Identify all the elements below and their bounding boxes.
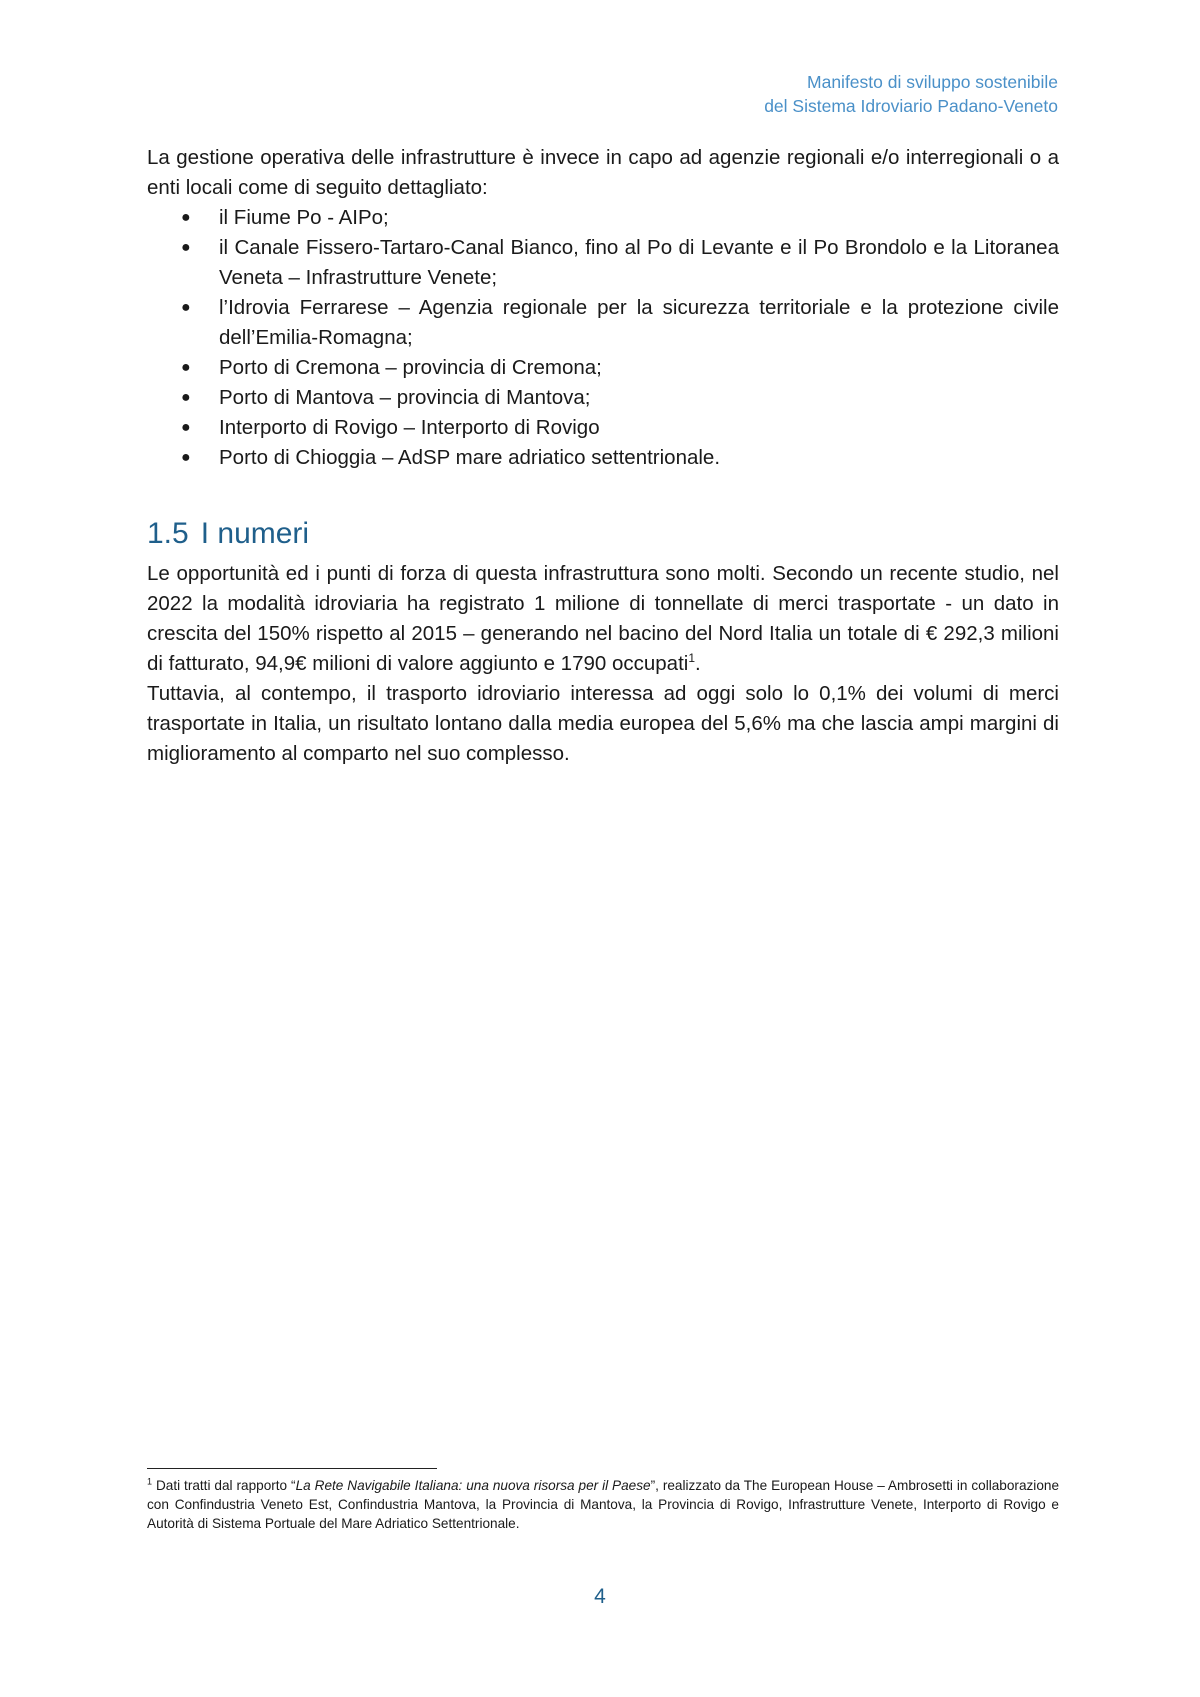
footnote-marker: 1 (147, 1476, 153, 1487)
paragraph-1-end: . (695, 652, 701, 675)
page-number: 4 (594, 1585, 606, 1608)
bullet-icon: ● (181, 389, 191, 406)
footnote-reference[interactable]: 1 (688, 651, 696, 666)
intro-paragraph: La gestione operativa delle infrastrutture è invece in capo ad agenzie regionali e/o interregionali o a enti locali come di seguito dettagliato: (147, 146, 1059, 199)
footnote (147, 1476, 1059, 1533)
list-item (147, 233, 1059, 293)
list-item (147, 383, 1059, 413)
paragraph-1-text: Le opportunità ed i punti di forza di questa infrastruttura sono molti. Secondo un recente studio, nel 2022 la modalità idroviaria ha registrato 1 milione di tonnellate di merci trasportate - un dato in crescita del 150% rispetto al 2015 – generando nel bacino del Nord Italia un totale di € 292,3 milioni di fatturato, 94,9€ milioni di valore aggiunto e 1790 occupati (147, 562, 1059, 675)
footnote-text-after: ”, realizzato da The European House – Ambrosetti in collaborazione con Confindustria Veneto Est, Confindustria Mantova, la Provincia di Mantova, la Provincia di Rovigo, Infrastrutture Venete, Interporto di Rovigo e Autorità di Sistema Portuale del Mare Adriatico Settentrionale. (147, 1478, 1059, 1531)
main-content (147, 143, 1059, 769)
list-item (147, 353, 1059, 383)
list-item-text: Porto di Cremona – provincia di Cremona; (219, 356, 602, 379)
list-item-text: Interporto di Rovigo – Interporto di Rovigo (219, 416, 600, 439)
list-item (147, 443, 1059, 473)
section-title: I numeri (200, 517, 310, 550)
section-heading (147, 513, 1059, 555)
section-paragraph-2: Tuttavia, al contempo, il trasporto idroviario interessa ad oggi solo lo 0,1% dei volumi di merci trasportate in Italia, un risultato lontano dalla media europea del 5,6% ma che lascia ampi margini di miglioramento al comparto nel suo complesso. (147, 682, 1059, 765)
bullet-icon: ● (181, 419, 191, 436)
list-item-text: l’Idrovia Ferrarese – Agenzia regionale per la sicurezza territoriale e la protezione civile dell’Emilia-Romagna; (219, 296, 1059, 349)
section-paragraph-1 (147, 559, 1059, 679)
management-list (147, 203, 1059, 473)
bullet-icon: ● (181, 209, 191, 226)
list-item-text: il Canale Fissero-Tartaro-Canal Bianco, fino al Po di Levante e il Po Brondolo e la Litoranea Veneta – Infrastrutture Venete; (219, 236, 1059, 289)
section-number: 1.5 (147, 517, 189, 550)
footnote-text-before: Dati tratti dal rapporto “ (152, 1478, 296, 1493)
running-header-line-2: del Sistema Idroviario Padano-Veneto (764, 96, 1058, 116)
bullet-icon: ● (181, 299, 191, 316)
list-item (147, 203, 1059, 233)
list-item-text: il Fiume Po - AIPo; (219, 206, 389, 229)
bullet-icon: ● (181, 449, 191, 466)
footnote-divider (147, 1468, 437, 1469)
list-item (147, 413, 1059, 443)
bullet-icon: ● (181, 359, 191, 376)
running-header (458, 70, 1058, 118)
list-item-text: Porto di Chioggia – AdSP mare adriatico settentrionale. (219, 446, 721, 469)
footnote-report-title: La Rete Navigabile Italiana: una nuova risorsa per il Paese (295, 1478, 651, 1493)
list-item (147, 293, 1059, 353)
running-header-line-1: Manifesto di sviluppo sostenibile (807, 72, 1058, 92)
list-item-text: Porto di Mantova – provincia di Mantova; (219, 386, 591, 409)
bullet-icon: ● (181, 239, 191, 256)
